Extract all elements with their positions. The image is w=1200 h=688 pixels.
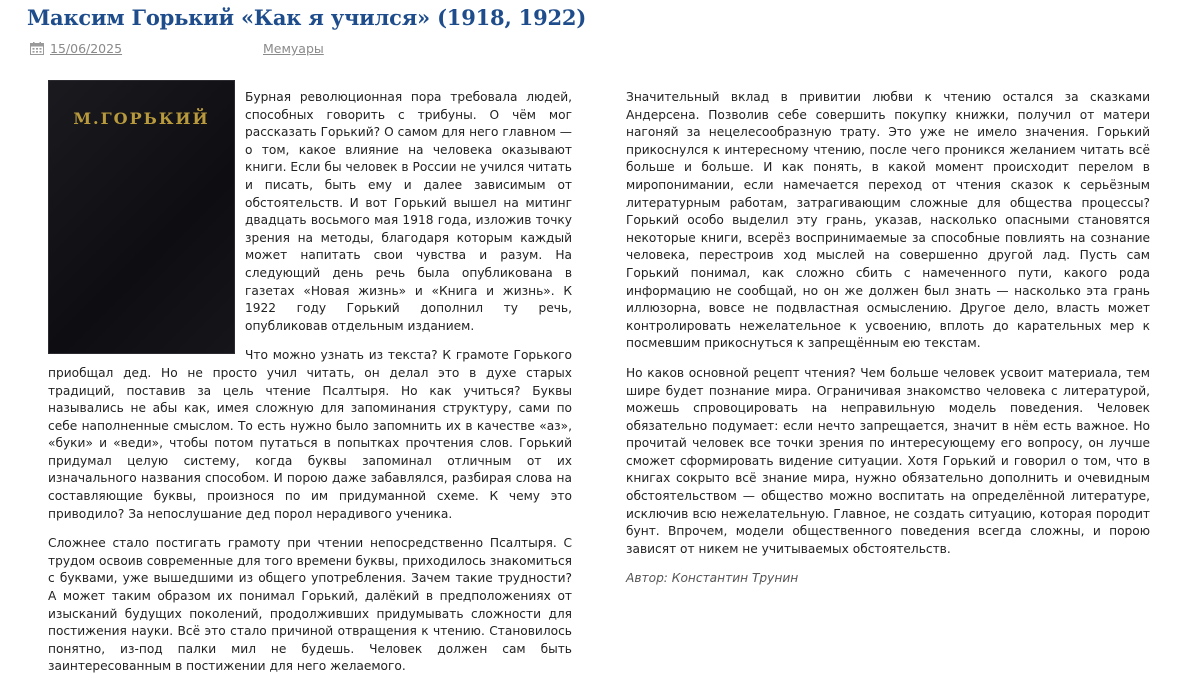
paragraph: Значительный вклад в привитии любви к чтению остался за сказками Андерсена. Позволив себе совершить покупку книжки, получил от матери нагоняй за нецелесообразную трату. Это уже не имело значения. Горький прикоснулся к интересному чтению, после чего проникся желанием читать всё больше и больше. И как понять, в какой момент происходит перелом в миропонимании, если намечается переход от чтения сказок к серьёзным литературным работам, затрагивающим сложные для общества процессы? Горький особо выделил эту грань, указав, насколько опасными становятся некоторые книги, всерёз воспринимаемые за способные повлиять на сознание человека, перестроив ход мыслей на совершенно другой лад. Пусть сам Горький понимал, как сложно сбить с намеченного пути, какого рода информацию не сообщай, но он же должен был знать — насколько эта грань иллюзорна, вовсе не подвластная осмыслению. Другое дело, власть может контролировать нежелательное к усвоению, вплоть до карательных мер к посмевшим прикоснуться к запрещённым ею текстам. — [626, 90, 1150, 351]
book-cover-title: М.ГОРЬКИЙ — [73, 109, 210, 128]
paragraph: Бурная революционная пора требовала людей, способных говорить с трибуны. О чём мог рассказать Горький? О самом для него главном — о том, какое влияние на человека оказывают книги. Если бы человек в России не учился читать и писать, быть ему и далее зависимым от обстоятельств. И вот Горький вышел на митинг двадцать восьмого мая 1918 года, изложив точку зрения на методы, благодаря которым каждый может напитать свои чувства и разум. На следующий день речь была опубликована в газетах «Новая жизнь» и «Книга и жизнь». К 1922 году Горький дополнил ту речь, опубликовав отдельным изданием. — [245, 90, 572, 333]
paragraph: Но каков основной рецепт чтения? Чем больше человек усвоит материала, тем шире будет познание мира. Ограничивая знакомство человека с литературой, можешь спровоцировать на неправильную модель поведения. Человек обязательно подумает: если нечто запрещается, значит в нём есть важное. Но прочитай человек все точки зрения по интересующему его вопросу, он лучше сможет сформировать видение ситуации. Хотя Горький и говорил о том, что в книгах сокрыто всё знание мира, нужно обязательно дополнить и очевидным обстоятельством — общество можно воспитать на определённой литературе, исключив всю нежелательную. Главное, не создать ситуацию, которая породит бунт. Впрочем, модели общественного поведения всегда сложны, и порою зависят от никем не учитываемых обстоятельств. — [626, 365, 1150, 556]
article-body-right — [626, 89, 1150, 600]
article-body-left — [48, 89, 572, 688]
paragraph: Сложнее стало постигать грамоту при чтении непосредственно Псалтыря. С трудом освоив современные для того времени буквы, приходилось знакомиться с буквами, уже вышедшими из общего употребления. Зачем такие трудности? А может таким образом их понимал Горький, далёкий в предположениях от изысканий будущих поколений, продолживших придумывать сложности для постижения науки. Всё это стало причиной отвращения к чтению. Становилось понятно, из-под палки мил не будешь. Человек должен сам быть заинтересованным в постижении для него желаемого. — [48, 536, 573, 674]
post-date-link[interactable]: 15/06/2025 — [50, 41, 123, 56]
author-credit: Автор: Константин Трунин — [626, 571, 799, 586]
post-meta — [30, 41, 630, 57]
article-title[interactable]: Максим Горький «Как я учился» (1918, 1922) — [27, 5, 587, 30]
book-cover-image — [48, 80, 235, 354]
calendar-icon — [30, 42, 44, 55]
paragraph: Что можно узнать из текста? К грамоте Горького приобщал дед. Но не просто учил читать, он делал это в духе старых традиций, поставив за цель чтение Псалтыря. Но как учиться? Буквы назывались не абы как, имея сложную для запоминания структуру, сами по себе наполненные смыслом. То есть нужно было запомнить их в качестве «аз», «буки» и «веди», чтобы потом путаться в попытках прочтения слов. Горький придумал целую систему, когда буквы запоминал отличным от их изначального названия способом. И порою даже забавлялся, разбирая слова на составляющие буквы, произнося по им придуманной схеме. К чему это приводило? За непослушание дед порол нерадивого ученика. — [48, 348, 572, 521]
category-link[interactable]: Мемуары — [263, 41, 324, 56]
